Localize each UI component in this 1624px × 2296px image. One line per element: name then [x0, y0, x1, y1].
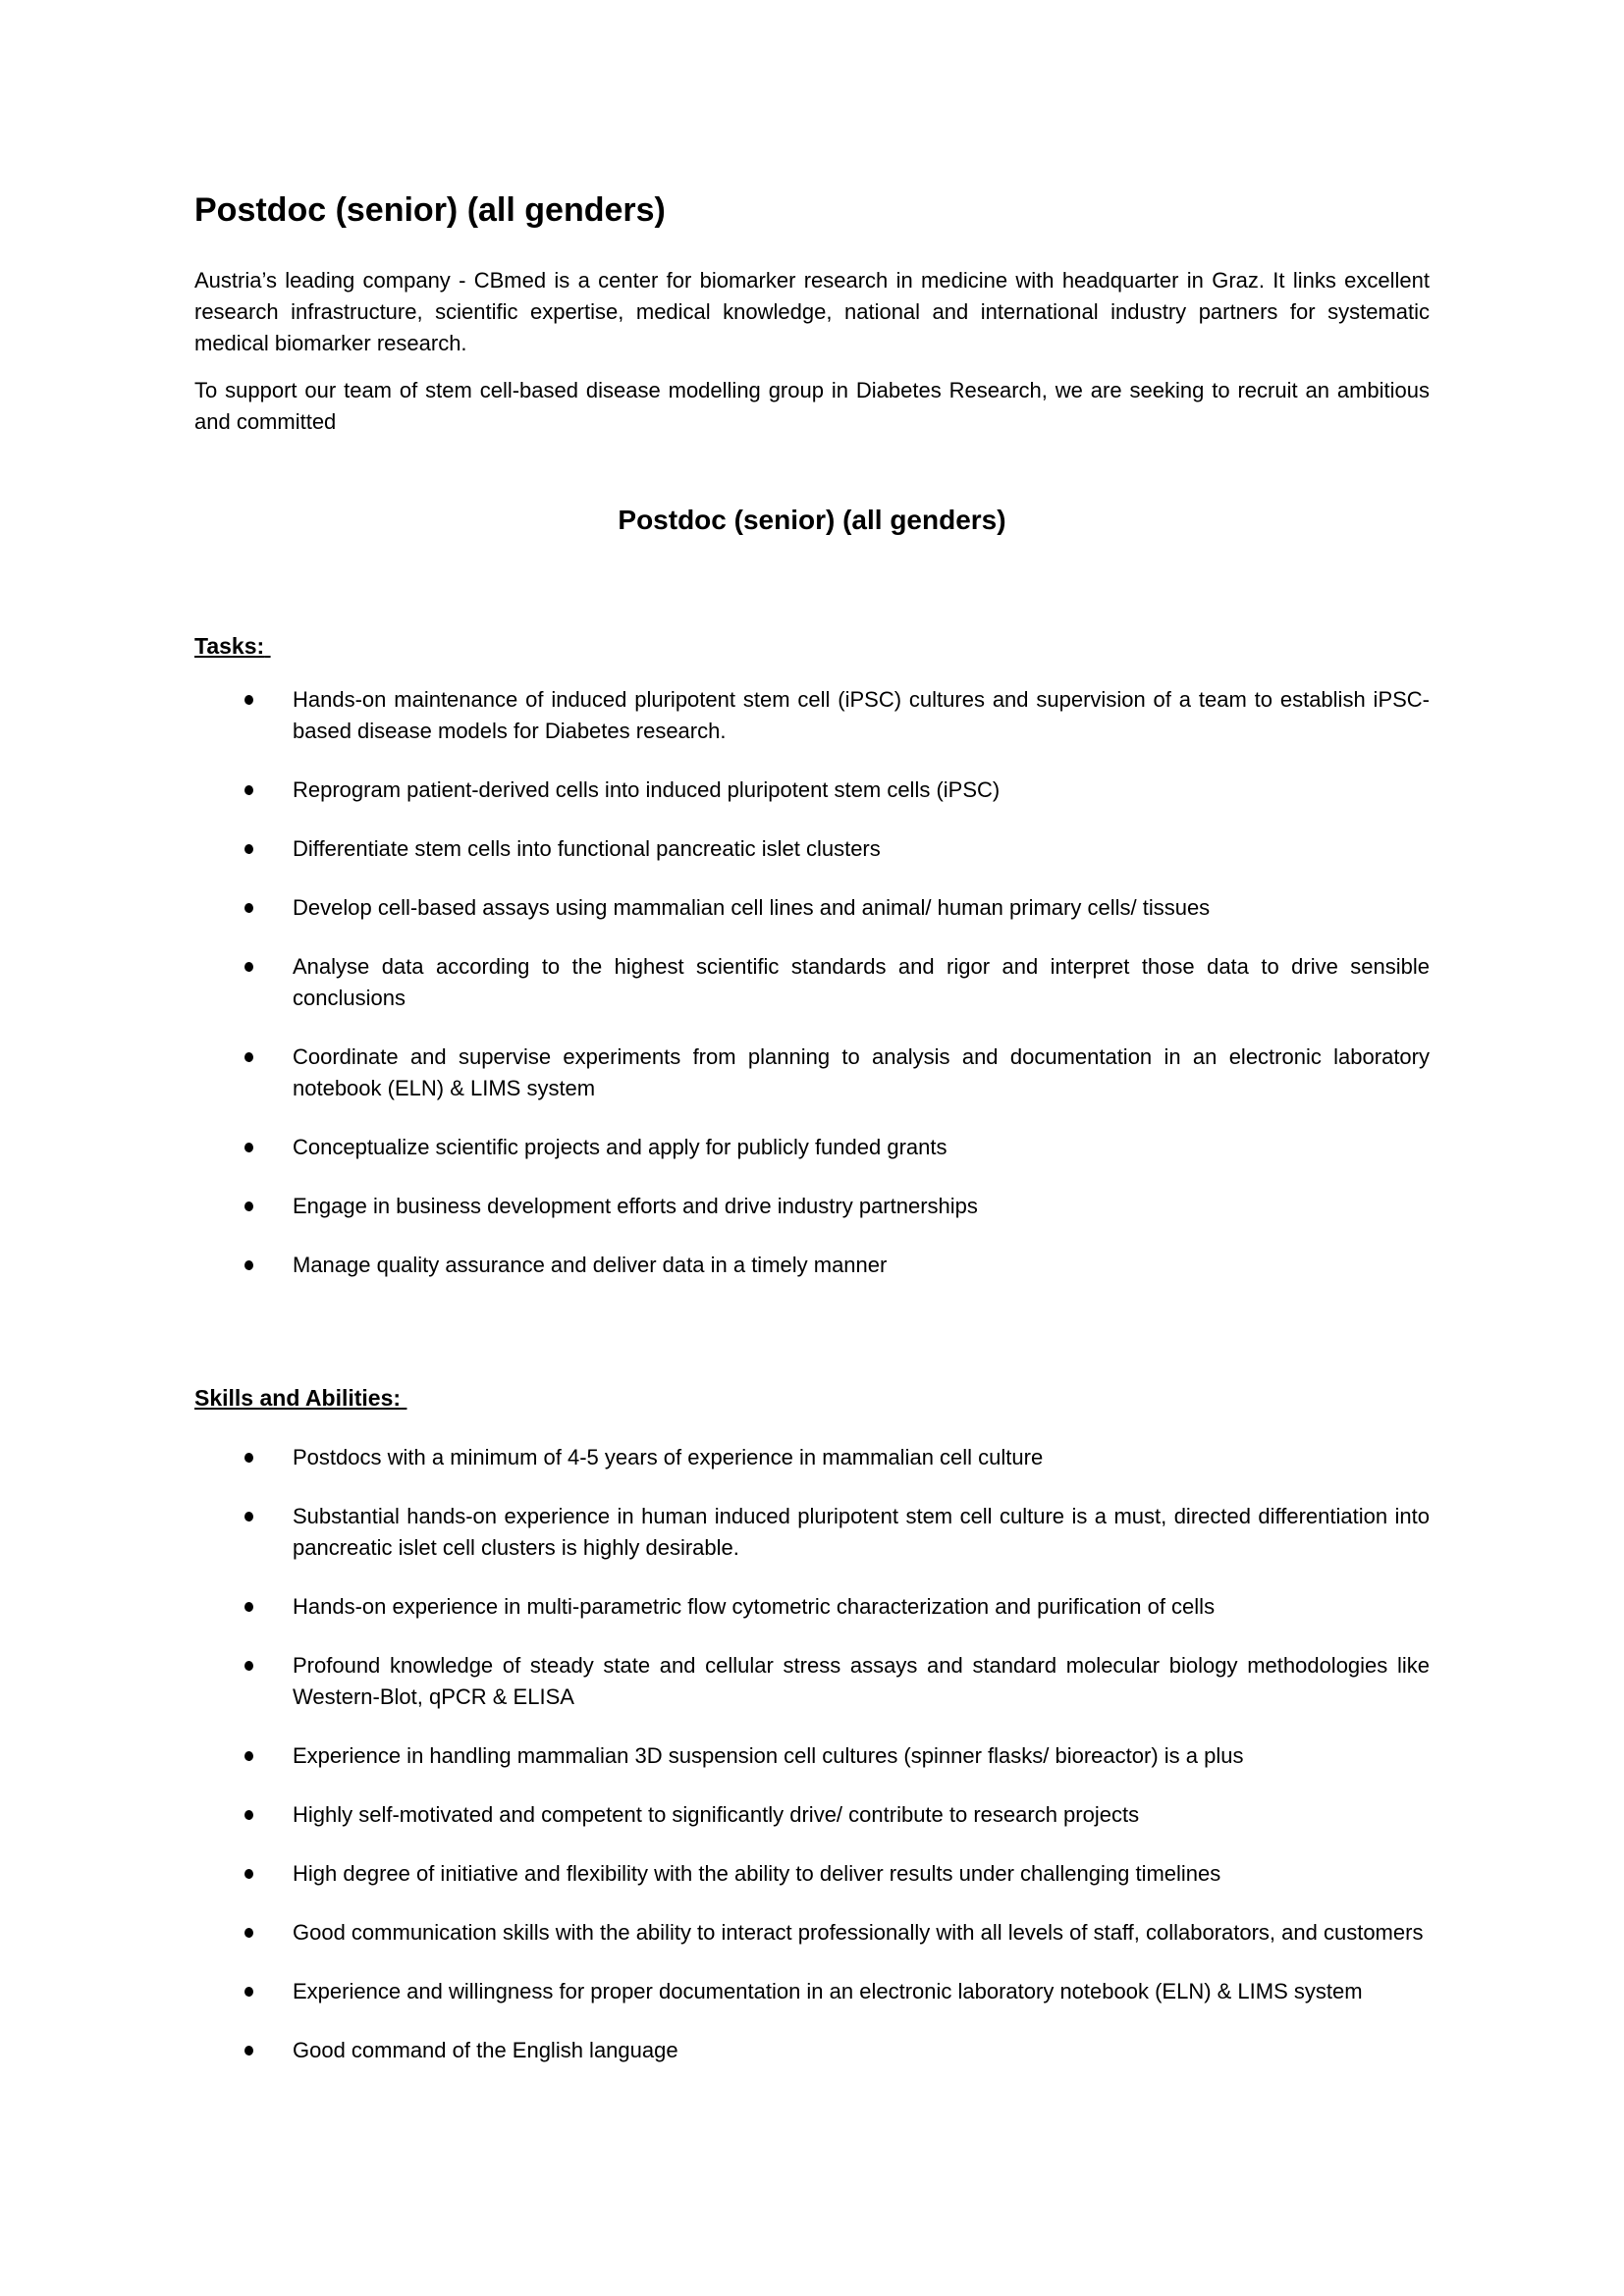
skill-item: High degree of initiative and flexibility with the ability to deliver results under challenging timelines: [194, 1858, 1430, 1890]
task-item: Analyse data according to the highest scientific standards and rigor and interpret those data to drive sensible conclusions: [194, 951, 1430, 1014]
skill-item: Experience in handling mammalian 3D suspension cell cultures (spinner flasks/ bioreactor) is a plus: [194, 1740, 1430, 1772]
task-item: Manage quality assurance and deliver data in a timely manner: [194, 1250, 1430, 1281]
tasks-section-heading: [194, 630, 1430, 662]
task-item: Hands-on maintenance of induced pluripotent stem cell (iPSC) cultures and supervision of a team to establish iPSC-based disease models for Diabetes research.: [194, 684, 1430, 747]
task-item: Engage in business development efforts and drive industry partnerships: [194, 1191, 1430, 1222]
skills-heading-label: Skills and Abilities:: [194, 1385, 402, 1411]
skill-item: Experience and willingness for proper documentation in an electronic laboratory notebook (ELN) & LIMS system: [194, 1976, 1430, 2007]
intro-paragraph-2: To support our team of stem cell-based disease modelling group in Diabetes Research, we are seeking to recruit an ambitious and committed: [194, 378, 1430, 434]
skill-item: Highly self-motivated and competent to significantly drive/ contribute to research projects: [194, 1799, 1430, 1831]
skills-section-heading: [194, 1382, 1430, 1414]
position-heading: Postdoc (senior) (all genders): [618, 505, 1006, 535]
skill-item: Hands-on experience in multi-parametric flow cytometric characterization and purification of cells: [194, 1591, 1430, 1623]
skill-item: Profound knowledge of steady state and cellular stress assays and standard molecular biology methodologies like Western-Blot, qPCR & ELISA: [194, 1650, 1430, 1713]
tasks-list: [194, 684, 1430, 1281]
task-item: Coordinate and supervise experiments from planning to analysis and documentation in an electronic laboratory notebook (ELN) & LIMS system: [194, 1041, 1430, 1104]
task-item: Reprogram patient-derived cells into induced pluripotent stem cells (iPSC): [194, 774, 1430, 806]
task-item: Conceptualize scientific projects and apply for publicly funded grants: [194, 1132, 1430, 1163]
task-item: Differentiate stem cells into functional pancreatic islet clusters: [194, 833, 1430, 865]
skill-item: Substantial hands-on experience in human induced pluripotent stem cell culture is a must, directed differentiation into pancreatic islet cell clusters is highly desirable.: [194, 1501, 1430, 1564]
skill-item: Good communication skills with the ability to interact professionally with all levels of staff, collaborators, and customers: [194, 1917, 1430, 1949]
document-title: Postdoc (senior) (all genders): [194, 191, 666, 229]
intro-paragraph-1: Austria’s leading company - CBmed is a center for biomarker research in medicine with headquarter in Graz. It links excellent research infrastructure, scientific expertise, medical knowledge, national and international industry partners for systematic medical biomarker research.: [194, 268, 1430, 355]
skill-item: Good command of the English language: [194, 2035, 1430, 2066]
skills-list: [194, 1442, 1430, 2066]
skill-item: Postdocs with a minimum of 4-5 years of experience in mammalian cell culture: [194, 1442, 1430, 1473]
task-item: Develop cell-based assays using mammalian cell lines and animal/ human primary cells/ tissues: [194, 892, 1430, 924]
tasks-heading-label: Tasks:: [194, 633, 265, 659]
